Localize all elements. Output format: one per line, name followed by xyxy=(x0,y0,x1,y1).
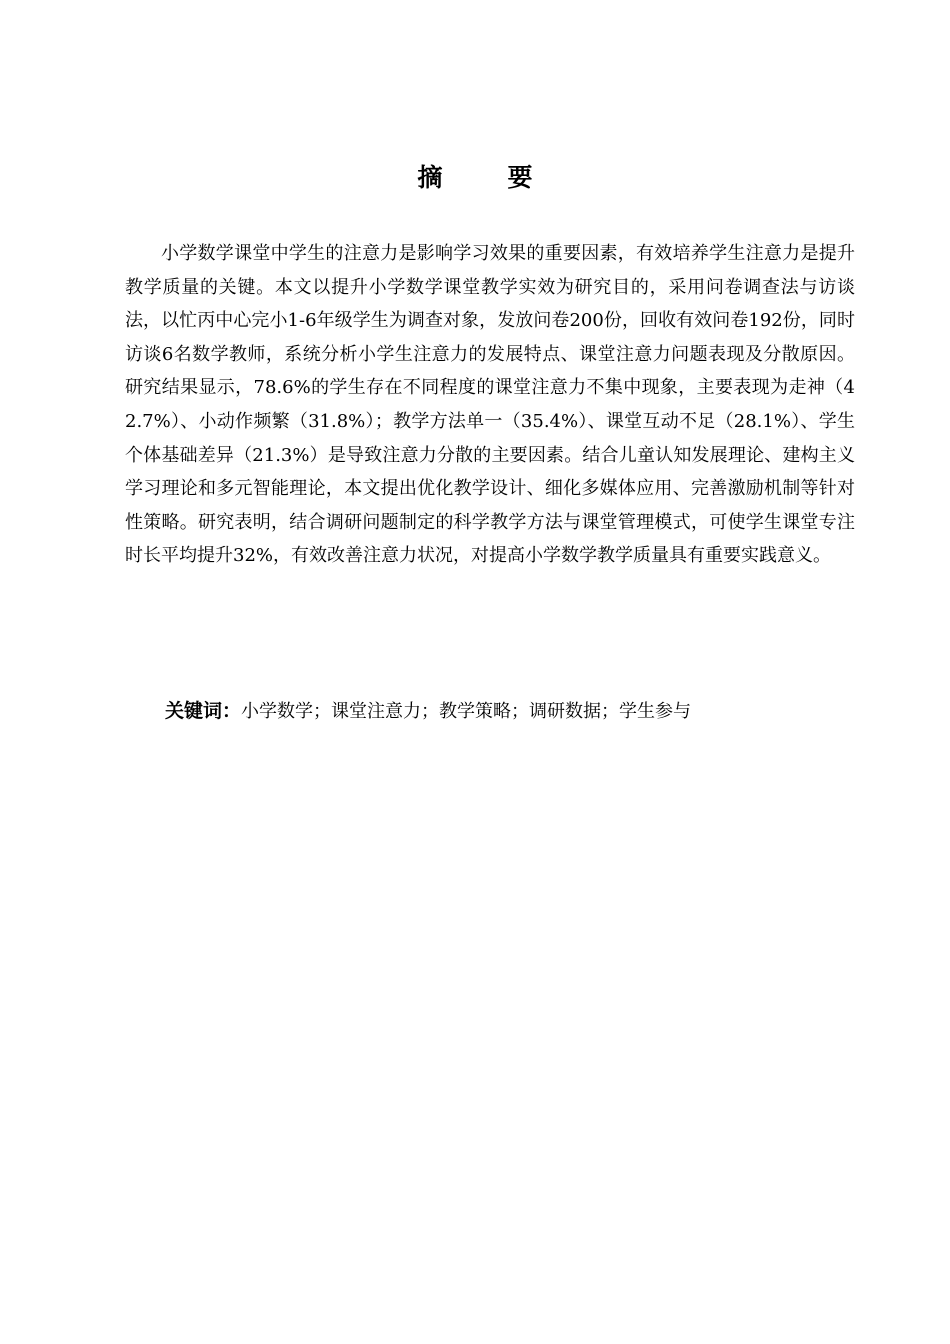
abstract-body: 小学数学课堂中学生的注意力是影响学习效果的重要因素，有效培养学生注意力是提升教学质量的关键。本文以提升小学数学课堂教学实效为研究目的，采用问卷调查法与访谈法，以忙丙中心完小1-6年级学生为调查对象，发放问卷200份，回收有效问卷192份，同时访谈6名数学教师，系统分析小学生注意力的发展特点、课堂注意力问题表现及分散原因。研究结果显示，78.6%的学生存在不同程度的课堂注意力不集中现象，主要表现为走神（42.7%）、小动作频繁（31.8%）；教学方法单一（35.4%）、课堂互动不足（28.1%）、学生个体基础差异（21.3%）是导致注意力分散的主要因素。结合儿童认知发展理论、建构主义学习理论和多元智能理论，本文提出优化教学设计、细化多媒体应用、完善激励机制等针对性策略。研究表明，结合调研问题制定的科学教学方法与课堂管理模式，可使学生课堂专注时长平均提升32%，有效改善注意力状况，对提高小学数学教学质量具有重要实践意义。 xyxy=(125,243,855,567)
keywords-text: 小学数学；课堂注意力；教学策略；调研数据；学生参与 xyxy=(241,701,692,722)
keywords-line xyxy=(165,695,855,728)
abstract-title: 摘 要 xyxy=(417,163,553,192)
keywords-label: 关键词： xyxy=(165,700,242,722)
